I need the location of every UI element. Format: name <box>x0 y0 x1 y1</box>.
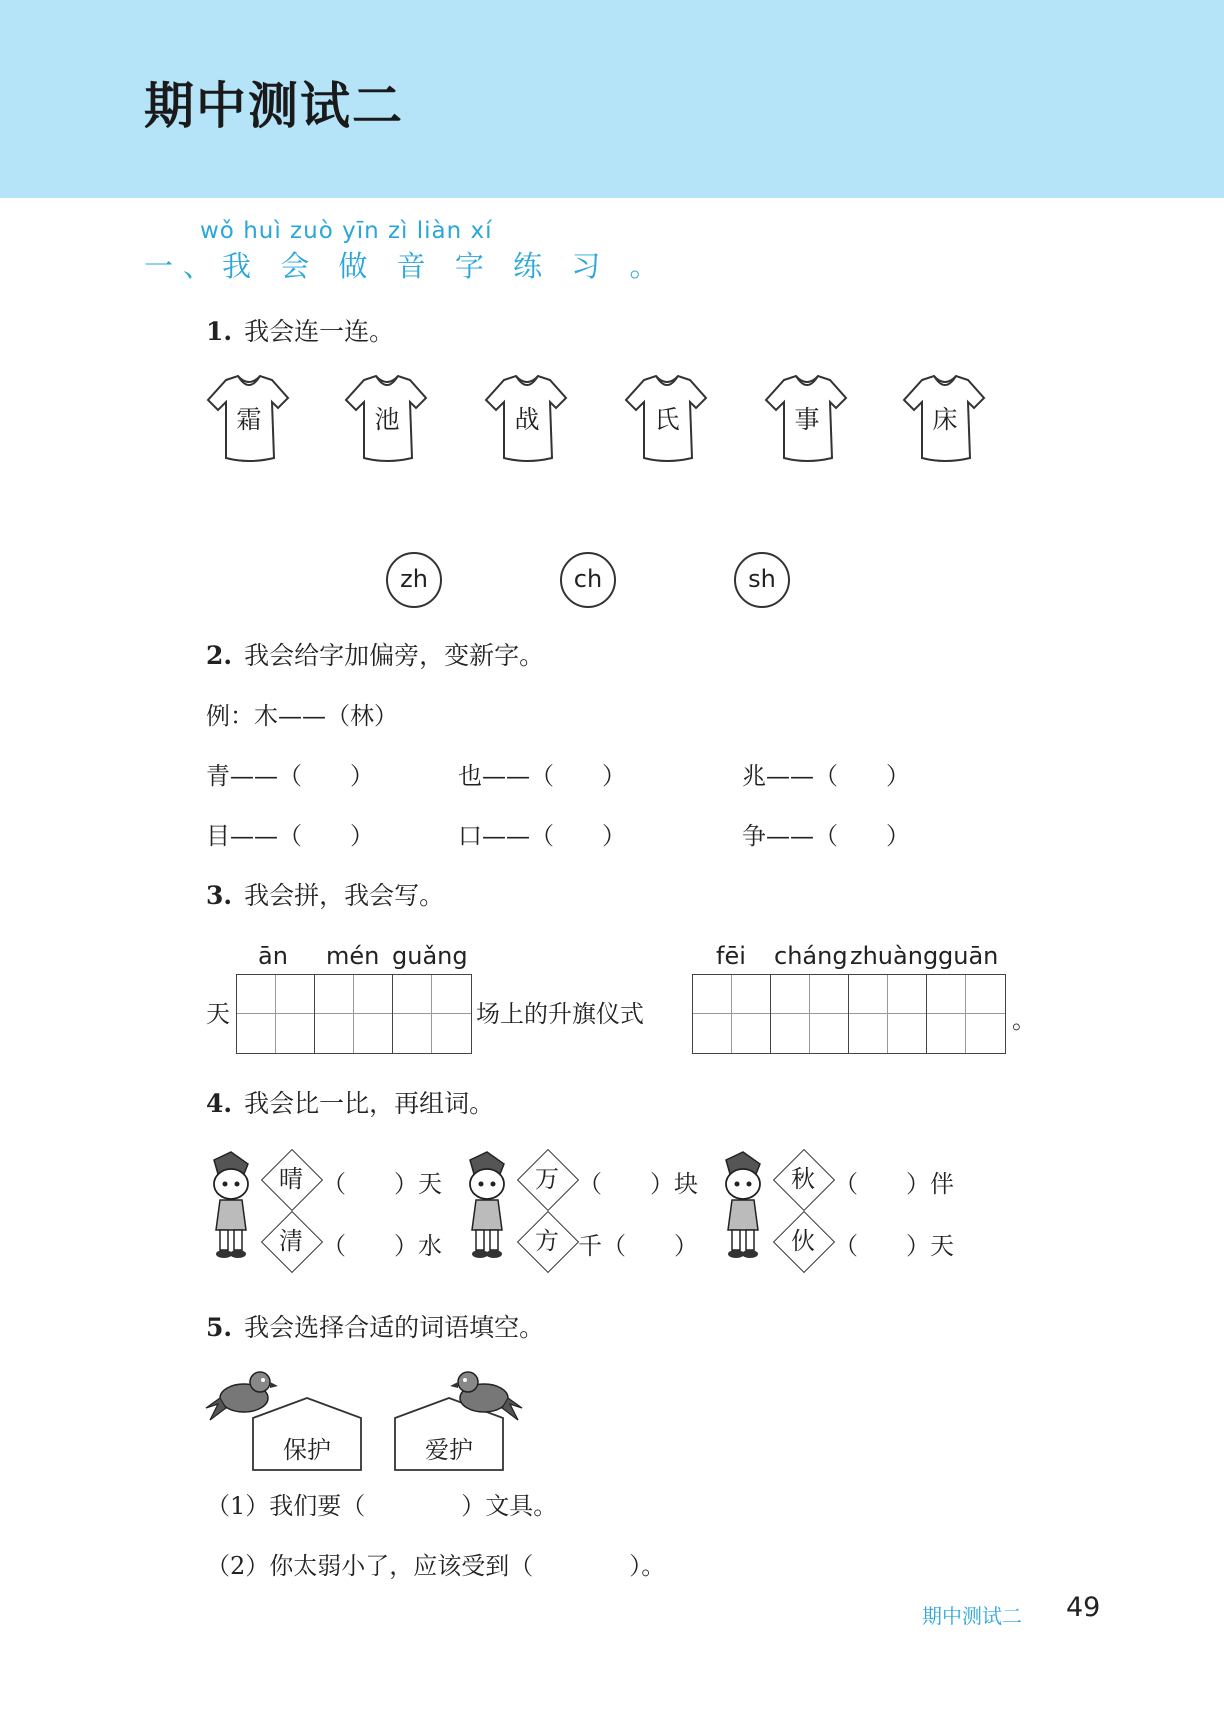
char-diamond: 伙 <box>774 1212 826 1264</box>
section-pinyin: wǒ huì zuò yīn zì liàn xí <box>200 218 493 244</box>
pinyin-label: zhuàng <box>850 942 939 970</box>
pinyin-label: guǎng <box>392 942 468 970</box>
char-diamond: 方 <box>518 1212 570 1264</box>
compose-blank[interactable]: 千（ ） <box>578 1232 698 1260</box>
radical-item[interactable]: 目——（ ） <box>206 822 374 850</box>
word-card-aihu[interactable]: 爱护 <box>392 1396 506 1472</box>
footer-label: 期中测试二 <box>922 1604 1022 1628</box>
pinyin-label: ān <box>258 942 288 970</box>
shirt-char: 氏 <box>654 405 680 434</box>
question-3: 3. 我会拼，我会写。 <box>206 881 445 910</box>
question-4: 4. 我会比一比，再组词。 <box>206 1089 495 1118</box>
shirt-card[interactable] <box>342 372 432 464</box>
girl-icon <box>204 1150 258 1262</box>
section-title: 一、我 会 做 音 字 练 习 。 <box>144 249 669 283</box>
radical-item[interactable]: 口——（ ） <box>458 822 626 850</box>
compose-blank[interactable]: （ ）天 <box>834 1232 954 1260</box>
writing-cell[interactable] <box>315 975 393 1053</box>
girl-icon <box>460 1150 514 1262</box>
initial-circle-sh[interactable]: sh <box>734 552 790 608</box>
writing-cell[interactable] <box>693 975 771 1053</box>
question-2: 2. 我会给字加偏旁，变新字。 <box>206 641 545 670</box>
pinyin-label: fēi <box>716 942 746 970</box>
shirt-card[interactable] <box>204 372 294 464</box>
shirt-char: 事 <box>794 405 820 434</box>
example-line: 例：木——（林） <box>206 702 398 730</box>
shirt-card[interactable] <box>900 372 990 464</box>
bird-icon <box>444 1364 524 1434</box>
shirt-char: 床 <box>932 405 958 434</box>
shirt-card[interactable] <box>482 372 572 464</box>
girl-icon <box>716 1150 770 1262</box>
char-diamond: 清 <box>262 1212 314 1264</box>
char-diamond: 秋 <box>774 1150 826 1202</box>
char-diamond: 万 <box>518 1150 570 1202</box>
radical-item[interactable]: 兆——（ ） <box>742 762 910 790</box>
char-diamond: 晴 <box>262 1150 314 1202</box>
sentence-middle: 场上的升旗仪式 <box>476 1000 644 1028</box>
writing-cell[interactable] <box>237 975 315 1053</box>
writing-cell[interactable] <box>393 975 471 1053</box>
question-1: 1. 我会连一连。 <box>206 317 395 346</box>
writing-grid-right[interactable] <box>692 974 1006 1054</box>
page-number: 49 <box>1066 1592 1101 1623</box>
writing-cell[interactable] <box>771 975 849 1053</box>
word-card-baohu[interactable]: 保护 <box>250 1396 364 1472</box>
sentence-end: 。 <box>1012 1006 1036 1034</box>
sentence-char: 天 <box>206 1000 230 1028</box>
compose-blank[interactable]: （ ）水 <box>322 1232 442 1260</box>
pinyin-label: guān <box>938 942 999 970</box>
initial-circle-ch[interactable]: ch <box>560 552 616 608</box>
shirt-char: 池 <box>374 405 400 434</box>
pinyin-label: mén <box>326 942 380 970</box>
writing-grid-left[interactable] <box>236 974 472 1054</box>
shirt-char: 霜 <box>236 405 262 434</box>
compose-blank[interactable]: （ ）块 <box>578 1170 698 1198</box>
pinyin-label: cháng <box>774 942 848 970</box>
question-5: 5. 我会选择合适的词语填空。 <box>206 1313 545 1342</box>
shirt-card[interactable] <box>762 372 852 464</box>
fill-sentence-1[interactable]: （1）我们要（ ）文具。 <box>206 1492 558 1520</box>
initial-circle-zh[interactable]: zh <box>386 552 442 608</box>
radical-item[interactable]: 也——（ ） <box>458 762 626 790</box>
radical-item[interactable]: 青——（ ） <box>206 762 374 790</box>
fill-sentence-2[interactable]: （2）你太弱小了，应该受到（ ）。 <box>206 1552 666 1580</box>
shirt-char: 战 <box>514 405 540 434</box>
writing-cell[interactable] <box>849 975 927 1053</box>
writing-cell[interactable] <box>927 975 1005 1053</box>
page-title: 期中测试二 <box>144 77 404 135</box>
compose-blank[interactable]: （ ）伴 <box>834 1170 954 1198</box>
shirt-card[interactable] <box>622 372 712 464</box>
compose-blank[interactable]: （ ）天 <box>322 1170 442 1198</box>
radical-item[interactable]: 争——（ ） <box>742 822 910 850</box>
